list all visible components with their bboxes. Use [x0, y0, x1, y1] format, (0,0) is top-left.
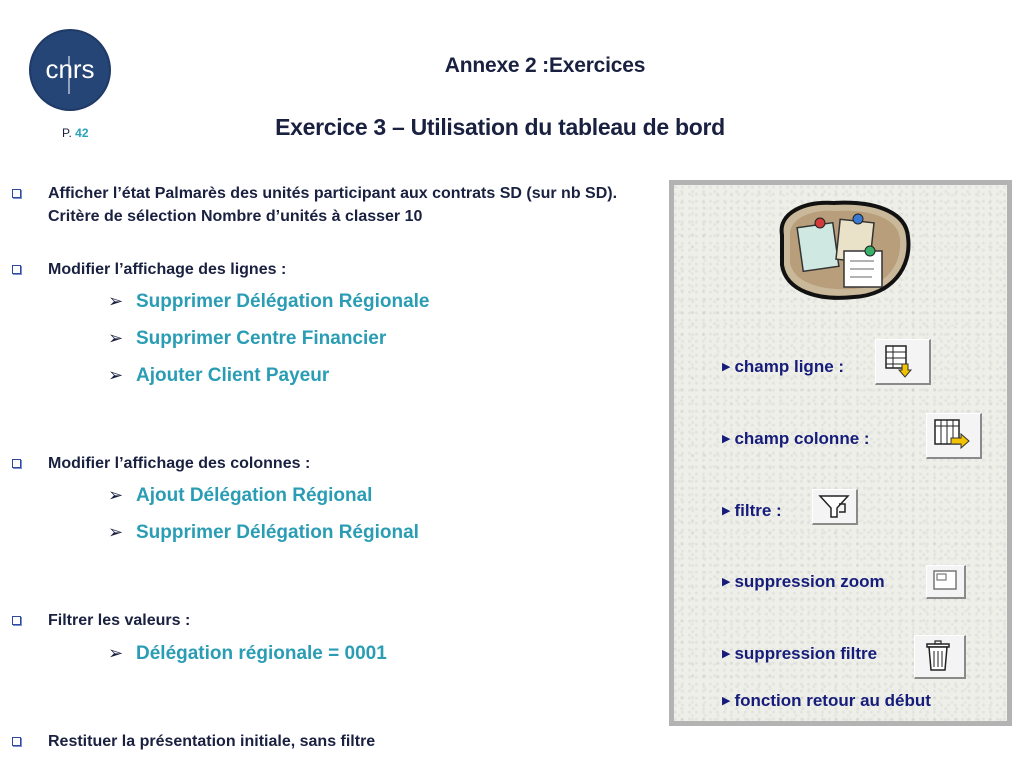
arrow-bullet-icon: ➢ — [108, 485, 124, 505]
sub-item-text: Ajouter Client Payeur — [136, 365, 330, 386]
bullet-text: Afficher l’état Palmarès des unités participant aux contrats SD (sur nb SD). Critère de sélection Nombre d’unités à classer 10 — [48, 185, 618, 225]
legend-label: suppression filtre — [734, 644, 878, 663]
bullet-square-icon — [12, 616, 21, 625]
legend-column-field — [722, 429, 870, 449]
row-field-icon — [876, 340, 928, 382]
bullet-item-1 — [12, 182, 652, 228]
legend-row-field — [722, 357, 844, 377]
legend-zoom-remove — [722, 572, 885, 592]
bullet-item-4 — [12, 609, 652, 632]
sub-item-text: Supprimer Délégation Régional — [136, 522, 419, 543]
sub-item — [108, 522, 419, 544]
sub-item — [108, 328, 386, 350]
bullet-square-icon — [12, 189, 21, 198]
arrow-bullet-icon: ➢ — [108, 643, 124, 663]
legend-label: fonction retour au début — [734, 691, 931, 710]
legend-filter — [722, 501, 782, 521]
sub-item-text: Supprimer Centre Financier — [136, 328, 387, 349]
bullet-text: Modifier l’affichage des lignes : — [48, 261, 287, 278]
trash-button[interactable] — [914, 635, 966, 679]
bullet-text: Modifier l’affichage des colonnes : — [48, 455, 311, 472]
triangle-marker-icon: ▶ — [722, 433, 731, 445]
trash-icon — [915, 636, 963, 676]
corkboard-icon — [774, 195, 914, 305]
legend-label: suppression zoom — [734, 572, 885, 591]
row-field-button[interactable] — [875, 339, 931, 385]
page-number-value: 42 — [75, 126, 89, 140]
arrow-bullet-icon: ➢ — [108, 328, 124, 348]
column-field-button[interactable] — [926, 413, 982, 459]
triangle-marker-icon: ▶ — [722, 576, 731, 588]
triangle-marker-icon: ▶ — [722, 505, 731, 517]
logo-text: cnrs — [45, 54, 95, 84]
bullet-item-5 — [12, 730, 652, 753]
zoom-remove-button[interactable] — [926, 565, 966, 599]
page-title: Annexe 2 :Exercices — [444, 54, 646, 77]
bullet-square-icon — [12, 265, 21, 274]
zoom-remove-icon — [927, 566, 963, 596]
sub-item — [108, 643, 387, 665]
legend-reset — [722, 691, 931, 711]
filter-icon — [813, 490, 855, 522]
sub-item-text: Délégation régionale = 0001 — [136, 643, 387, 664]
arrow-bullet-icon: ➢ — [108, 365, 124, 385]
bullet-item-2 — [12, 258, 652, 281]
legend-label: filtre : — [734, 501, 782, 520]
bullet-square-icon — [12, 459, 21, 468]
bullet-text: Filtrer les valeurs : — [48, 612, 191, 629]
column-field-icon — [927, 414, 979, 456]
triangle-marker-icon: ▶ — [722, 648, 731, 660]
page-number — [62, 126, 89, 140]
filter-button[interactable] — [812, 489, 858, 525]
bullet-square-icon — [12, 737, 21, 746]
bullet-text: Restituer la présentation initiale, sans filtre — [48, 733, 376, 750]
arrow-bullet-icon: ➢ — [108, 291, 124, 311]
page-subtitle: Exercice 3 – Utilisation du tableau de bord — [275, 114, 725, 140]
sub-item — [108, 291, 430, 313]
triangle-marker-icon: ▶ — [722, 695, 731, 707]
legend-label: champ colonne : — [734, 429, 870, 448]
sub-item — [108, 365, 329, 387]
triangle-marker-icon: ▶ — [722, 361, 731, 373]
sub-item-text: Ajout Délégation Régional — [136, 485, 373, 506]
sub-item — [108, 485, 372, 507]
sub-item-text: Supprimer Délégation Régionale — [136, 291, 430, 312]
cnrs-logo — [28, 28, 112, 112]
legend-trash — [722, 644, 877, 664]
legend-label: champ ligne : — [734, 357, 845, 376]
arrow-bullet-icon: ➢ — [108, 522, 124, 542]
legend-panel — [669, 180, 1012, 726]
page-prefix: P. — [62, 126, 72, 140]
bullet-item-3 — [12, 452, 652, 475]
